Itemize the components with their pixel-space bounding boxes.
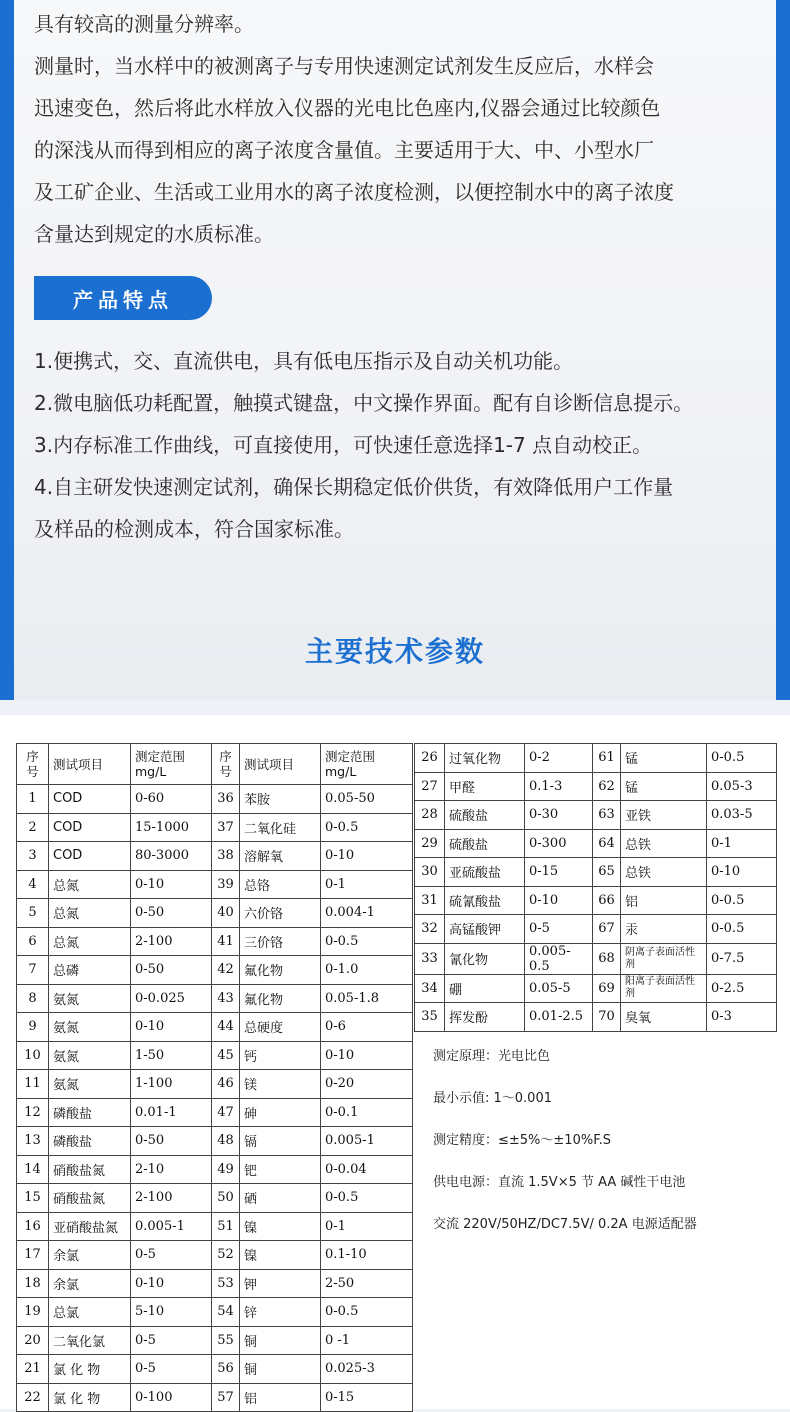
header-range: 测定范围 mg/L	[131, 744, 212, 785]
test-item: 亚铁	[621, 801, 707, 830]
test-item: 氨氮	[49, 1013, 131, 1042]
table-row	[17, 1269, 413, 1298]
test-item: 总铁	[621, 829, 707, 858]
range-value: 2-10	[131, 1155, 212, 1184]
row-number: 49	[212, 1155, 240, 1184]
row-number: 2	[17, 813, 49, 842]
test-item: 溶解氧	[240, 842, 321, 871]
table-row	[17, 1241, 413, 1270]
test-item: 苯胺	[240, 785, 321, 814]
row-number: 63	[593, 801, 621, 830]
test-item: 总氮	[49, 870, 131, 899]
table-row	[17, 1184, 413, 1213]
features-list	[34, 340, 774, 550]
test-item: 过氧化物	[445, 744, 525, 773]
row-number: 16	[17, 1212, 49, 1241]
row-number: 53	[212, 1269, 240, 1298]
test-item: 锌	[240, 1298, 321, 1327]
row-number: 14	[17, 1155, 49, 1184]
range-value: 0-3	[707, 1003, 777, 1032]
row-number: 4	[17, 870, 49, 899]
test-item: 镁	[240, 1070, 321, 1099]
table-row	[17, 842, 413, 871]
table-row	[17, 1013, 413, 1042]
test-item: 余氯	[49, 1241, 131, 1270]
range-value: 0-15	[321, 1383, 413, 1412]
row-number: 40	[212, 899, 240, 928]
test-item: 总氯	[49, 1298, 131, 1327]
range-value: 0-1	[321, 1212, 413, 1241]
range-value: 0-0.025	[131, 984, 212, 1013]
test-item: 钾	[240, 1269, 321, 1298]
range-value: 0-5	[131, 1326, 212, 1355]
row-number: 32	[415, 915, 445, 944]
intro-line: 及工矿企业、生活或工业用水的离子浓度检测，以便控制水中的离子浓度	[34, 180, 674, 204]
test-item: 二氧化硅	[240, 813, 321, 842]
table-row	[415, 801, 777, 830]
test-item: 锰	[621, 772, 707, 801]
row-number: 26	[415, 744, 445, 773]
table-row	[17, 956, 413, 985]
test-item: 三价铬	[240, 927, 321, 956]
table-row	[415, 772, 777, 801]
row-number: 30	[415, 858, 445, 887]
parameters-table-right	[414, 743, 777, 1032]
test-item: 磷酸盐	[49, 1098, 131, 1127]
range-value: 0.005-1	[321, 1127, 413, 1156]
row-number: 62	[593, 772, 621, 801]
table-row	[17, 1070, 413, 1099]
row-number: 20	[17, 1326, 49, 1355]
range-value: 0-10	[321, 1041, 413, 1070]
parameters-table-left	[16, 743, 413, 1412]
range-value: 0-50	[131, 899, 212, 928]
row-number: 15	[17, 1184, 49, 1213]
range-value: 0-0.5	[707, 886, 777, 915]
row-number: 34	[415, 974, 445, 1003]
table-row	[17, 1098, 413, 1127]
row-number: 61	[593, 744, 621, 773]
range-value: 1-100	[131, 1070, 212, 1099]
range-value: 0.05-5	[525, 974, 593, 1003]
range-value: 0.005-0.5	[525, 943, 593, 974]
row-number: 68	[593, 943, 621, 974]
test-item: 硒	[240, 1184, 321, 1213]
header-range: 测定范围 mg/L	[321, 744, 413, 785]
range-value: 1-50	[131, 1041, 212, 1070]
spec-line: 测定精度：≤±5%～±10%F.S	[433, 1133, 611, 1148]
range-value: 0-0.5	[707, 744, 777, 773]
table-row	[17, 1298, 413, 1327]
row-number: 29	[415, 829, 445, 858]
test-item: 总铁	[621, 858, 707, 887]
test-item: 铝	[240, 1383, 321, 1412]
spec-line: 交流 220V/50HZ/DC7.5V/ 0.2A 电源适配器	[433, 1217, 697, 1232]
test-item: 磷酸盐	[49, 1127, 131, 1156]
test-item: 阴离子表面活性剂	[621, 943, 707, 974]
row-number: 43	[212, 984, 240, 1013]
range-value: 0-10	[131, 870, 212, 899]
test-item: 氨氮	[49, 1070, 131, 1099]
row-number: 70	[593, 1003, 621, 1032]
row-number: 41	[212, 927, 240, 956]
test-item: 总氮	[49, 899, 131, 928]
table-row	[17, 813, 413, 842]
row-number: 35	[415, 1003, 445, 1032]
test-item: 氯 化 物	[49, 1383, 131, 1412]
feature-item: 2.微电脑低功耗配置，触摸式键盘，中文操作界面。配有自诊断信息提示。	[34, 391, 694, 415]
row-number: 13	[17, 1127, 49, 1156]
test-item: 氨氮	[49, 984, 131, 1013]
row-number: 50	[212, 1184, 240, 1213]
range-value: 0-0.1	[321, 1098, 413, 1127]
range-value: 0-0.5	[321, 927, 413, 956]
range-value: 0-60	[131, 785, 212, 814]
row-number: 36	[212, 785, 240, 814]
table-row	[17, 785, 413, 814]
section-title: 主要技术参数	[304, 635, 485, 668]
test-item: 铜	[240, 1326, 321, 1355]
range-value: 0.005-1	[131, 1212, 212, 1241]
intro-line: 具有较高的测量分辨率。	[34, 12, 254, 36]
header-item: 测试项目	[49, 744, 131, 785]
row-number: 1	[17, 785, 49, 814]
row-number: 67	[593, 915, 621, 944]
test-item: 总铬	[240, 870, 321, 899]
row-number: 11	[17, 1070, 49, 1099]
row-number: 9	[17, 1013, 49, 1042]
row-number: 47	[212, 1098, 240, 1127]
table-row	[17, 1127, 413, 1156]
range-value: 0-20	[321, 1070, 413, 1099]
test-item: 阳离子表面活性剂	[621, 974, 707, 1003]
range-value: 0-6	[321, 1013, 413, 1042]
range-value: 0-5	[525, 915, 593, 944]
table-row	[17, 984, 413, 1013]
test-item: 高锰酸钾	[445, 915, 525, 944]
test-item: 砷	[240, 1098, 321, 1127]
test-item: 铝	[621, 886, 707, 915]
row-number: 56	[212, 1355, 240, 1384]
test-item: 硝酸盐氮	[49, 1184, 131, 1213]
row-number: 46	[212, 1070, 240, 1099]
table-row	[415, 886, 777, 915]
spec-notes	[433, 1048, 697, 1258]
range-value: 0-10	[525, 886, 593, 915]
row-number: 64	[593, 829, 621, 858]
row-number: 37	[212, 813, 240, 842]
table-row	[17, 1155, 413, 1184]
table-row	[415, 858, 777, 887]
row-number: 21	[17, 1355, 49, 1384]
range-value: 0.03-5	[707, 801, 777, 830]
range-value: 0.05-50	[321, 785, 413, 814]
feature-item: 及样品的检测成本，符合国家标准。	[34, 517, 354, 541]
row-number: 42	[212, 956, 240, 985]
test-item: 氰化物	[445, 943, 525, 974]
range-value: 5-10	[131, 1298, 212, 1327]
test-item: 镉	[240, 1127, 321, 1156]
row-number: 69	[593, 974, 621, 1003]
row-number: 8	[17, 984, 49, 1013]
range-value: 0.05-1.8	[321, 984, 413, 1013]
range-value: 0-0.04	[321, 1155, 413, 1184]
row-number: 57	[212, 1383, 240, 1412]
range-value: 0.01-1	[131, 1098, 212, 1127]
range-value: 0 -1	[321, 1326, 413, 1355]
range-value: 0-2	[525, 744, 593, 773]
test-item: COD	[49, 813, 131, 842]
range-value: 15-1000	[131, 813, 212, 842]
test-item: 铜	[240, 1355, 321, 1384]
row-number: 6	[17, 927, 49, 956]
test-item: 硫酸盐	[445, 801, 525, 830]
spec-line: 测定原理：光电比色	[433, 1049, 551, 1064]
test-item: 锰	[621, 744, 707, 773]
table-row	[17, 899, 413, 928]
range-value: 0-15	[525, 858, 593, 887]
range-value: 0-5	[131, 1355, 212, 1384]
test-item: 氟化物	[240, 984, 321, 1013]
header-no: 序 号	[17, 744, 49, 785]
table-row	[415, 915, 777, 944]
table-row	[415, 943, 777, 974]
test-item: 硫氰酸盐	[445, 886, 525, 915]
range-value: 80-3000	[131, 842, 212, 871]
range-value: 0-10	[131, 1013, 212, 1042]
range-value: 0-50	[131, 956, 212, 985]
test-item: 总硬度	[240, 1013, 321, 1042]
row-number: 22	[17, 1383, 49, 1412]
test-item: 总磷	[49, 956, 131, 985]
spec-line: 供电电源：直流 1.5V×5 节 AA 碱性干电池	[433, 1175, 686, 1190]
table-row	[415, 1003, 777, 1032]
table-row	[17, 1326, 413, 1355]
test-item: 总氮	[49, 927, 131, 956]
row-number: 66	[593, 886, 621, 915]
range-value: 0.1-10	[321, 1241, 413, 1270]
row-number: 17	[17, 1241, 49, 1270]
intro-line: 测量时，当水样中的被测离子与专用快速测定试剂发生反应后，水样会	[34, 54, 654, 78]
test-item: COD	[49, 842, 131, 871]
row-number: 48	[212, 1127, 240, 1156]
test-item: 汞	[621, 915, 707, 944]
table-row	[415, 974, 777, 1003]
row-number: 52	[212, 1241, 240, 1270]
range-value: 2-50	[321, 1269, 413, 1298]
range-value: 0-7.5	[707, 943, 777, 974]
test-item: 钯	[240, 1155, 321, 1184]
intro-paragraph	[34, 3, 774, 255]
row-number: 27	[415, 772, 445, 801]
range-value: 0-100	[131, 1383, 212, 1412]
range-value: 0-0.5	[321, 1184, 413, 1213]
table-row	[415, 744, 777, 773]
table-row	[415, 829, 777, 858]
feature-item: 1.便携式，交、直流供电，具有低电压指示及自动关机功能。	[34, 349, 574, 373]
row-number: 33	[415, 943, 445, 974]
range-value: 2-100	[131, 927, 212, 956]
table-row	[17, 927, 413, 956]
row-number: 45	[212, 1041, 240, 1070]
test-item: 镍	[240, 1212, 321, 1241]
test-item: 硝酸盐氮	[49, 1155, 131, 1184]
test-item: 余氯	[49, 1269, 131, 1298]
test-item: 硼	[445, 974, 525, 1003]
test-item: 亚硝酸盐氮	[49, 1212, 131, 1241]
feature-item: 3.内存标准工作曲线，可直接使用，可快速任意选择1-7 点自动校正。	[34, 433, 653, 457]
table-row	[17, 1355, 413, 1384]
range-value: 0-0.5	[321, 813, 413, 842]
row-number: 12	[17, 1098, 49, 1127]
range-value: 0-1	[321, 870, 413, 899]
range-value: 0.004-1	[321, 899, 413, 928]
range-value: 0-30	[525, 801, 593, 830]
row-number: 55	[212, 1326, 240, 1355]
range-value: 0-2.5	[707, 974, 777, 1003]
test-item: 挥发酚	[445, 1003, 525, 1032]
row-number: 38	[212, 842, 240, 871]
row-number: 7	[17, 956, 49, 985]
row-number: 31	[415, 886, 445, 915]
range-value: 0-10	[321, 842, 413, 871]
intro-line: 的深浅从而得到相应的离子浓度含量值。主要适用于大、中、小型水厂	[34, 138, 654, 162]
range-value: 0-10	[131, 1269, 212, 1298]
range-value: 0-1	[707, 829, 777, 858]
row-number: 19	[17, 1298, 49, 1327]
range-value: 0-50	[131, 1127, 212, 1156]
range-value: 0-1.0	[321, 956, 413, 985]
range-value: 0-0.5	[321, 1298, 413, 1327]
table-row	[17, 870, 413, 899]
table-row	[17, 1041, 413, 1070]
row-number: 18	[17, 1269, 49, 1298]
test-item: 硫酸盐	[445, 829, 525, 858]
range-value: 0-300	[525, 829, 593, 858]
row-number: 28	[415, 801, 445, 830]
features-heading: 产品特点	[34, 276, 212, 320]
intro-line: 含量达到规定的水质标准。	[34, 222, 274, 246]
test-item: 镍	[240, 1241, 321, 1270]
frame-left-border	[0, 0, 14, 700]
range-value: 0-0.5	[707, 915, 777, 944]
range-value: 0-5	[131, 1241, 212, 1270]
test-item: 臭氧	[621, 1003, 707, 1032]
test-item: 钙	[240, 1041, 321, 1070]
range-value: 0.025-3	[321, 1355, 413, 1384]
intro-line: 迅速变色，然后将此水样放入仪器的光电比色座内,仪器会通过比较颜色	[34, 96, 661, 120]
range-value: 0.01-2.5	[525, 1003, 593, 1032]
test-item: COD	[49, 785, 131, 814]
header-item: 测试项目	[240, 744, 321, 785]
test-item: 亚硫酸盐	[445, 858, 525, 887]
range-value: 0.1-3	[525, 772, 593, 801]
header-no: 序 号	[212, 744, 240, 785]
row-number: 44	[212, 1013, 240, 1042]
test-item: 六价铬	[240, 899, 321, 928]
range-value: 2-100	[131, 1184, 212, 1213]
row-number: 54	[212, 1298, 240, 1327]
table-row	[17, 1383, 413, 1412]
spec-line: 最小示值: 1～0.001	[433, 1091, 552, 1106]
test-item: 氟化物	[240, 956, 321, 985]
row-number: 3	[17, 842, 49, 871]
range-value: 0-10	[707, 858, 777, 887]
feature-item: 4.自主研发快速测定试剂，确保长期稳定低价供货，有效降低用户工作量	[34, 475, 674, 499]
row-number: 5	[17, 899, 49, 928]
table-header-row	[17, 744, 413, 785]
frame-right-border	[776, 0, 790, 700]
test-item: 氯 化 物	[49, 1355, 131, 1384]
row-number: 51	[212, 1212, 240, 1241]
test-item: 甲醛	[445, 772, 525, 801]
test-item: 氨氮	[49, 1041, 131, 1070]
row-number: 65	[593, 858, 621, 887]
row-number: 10	[17, 1041, 49, 1070]
table-row	[17, 1212, 413, 1241]
row-number: 39	[212, 870, 240, 899]
range-value: 0.05-3	[707, 772, 777, 801]
test-item: 二氧化氯	[49, 1326, 131, 1355]
